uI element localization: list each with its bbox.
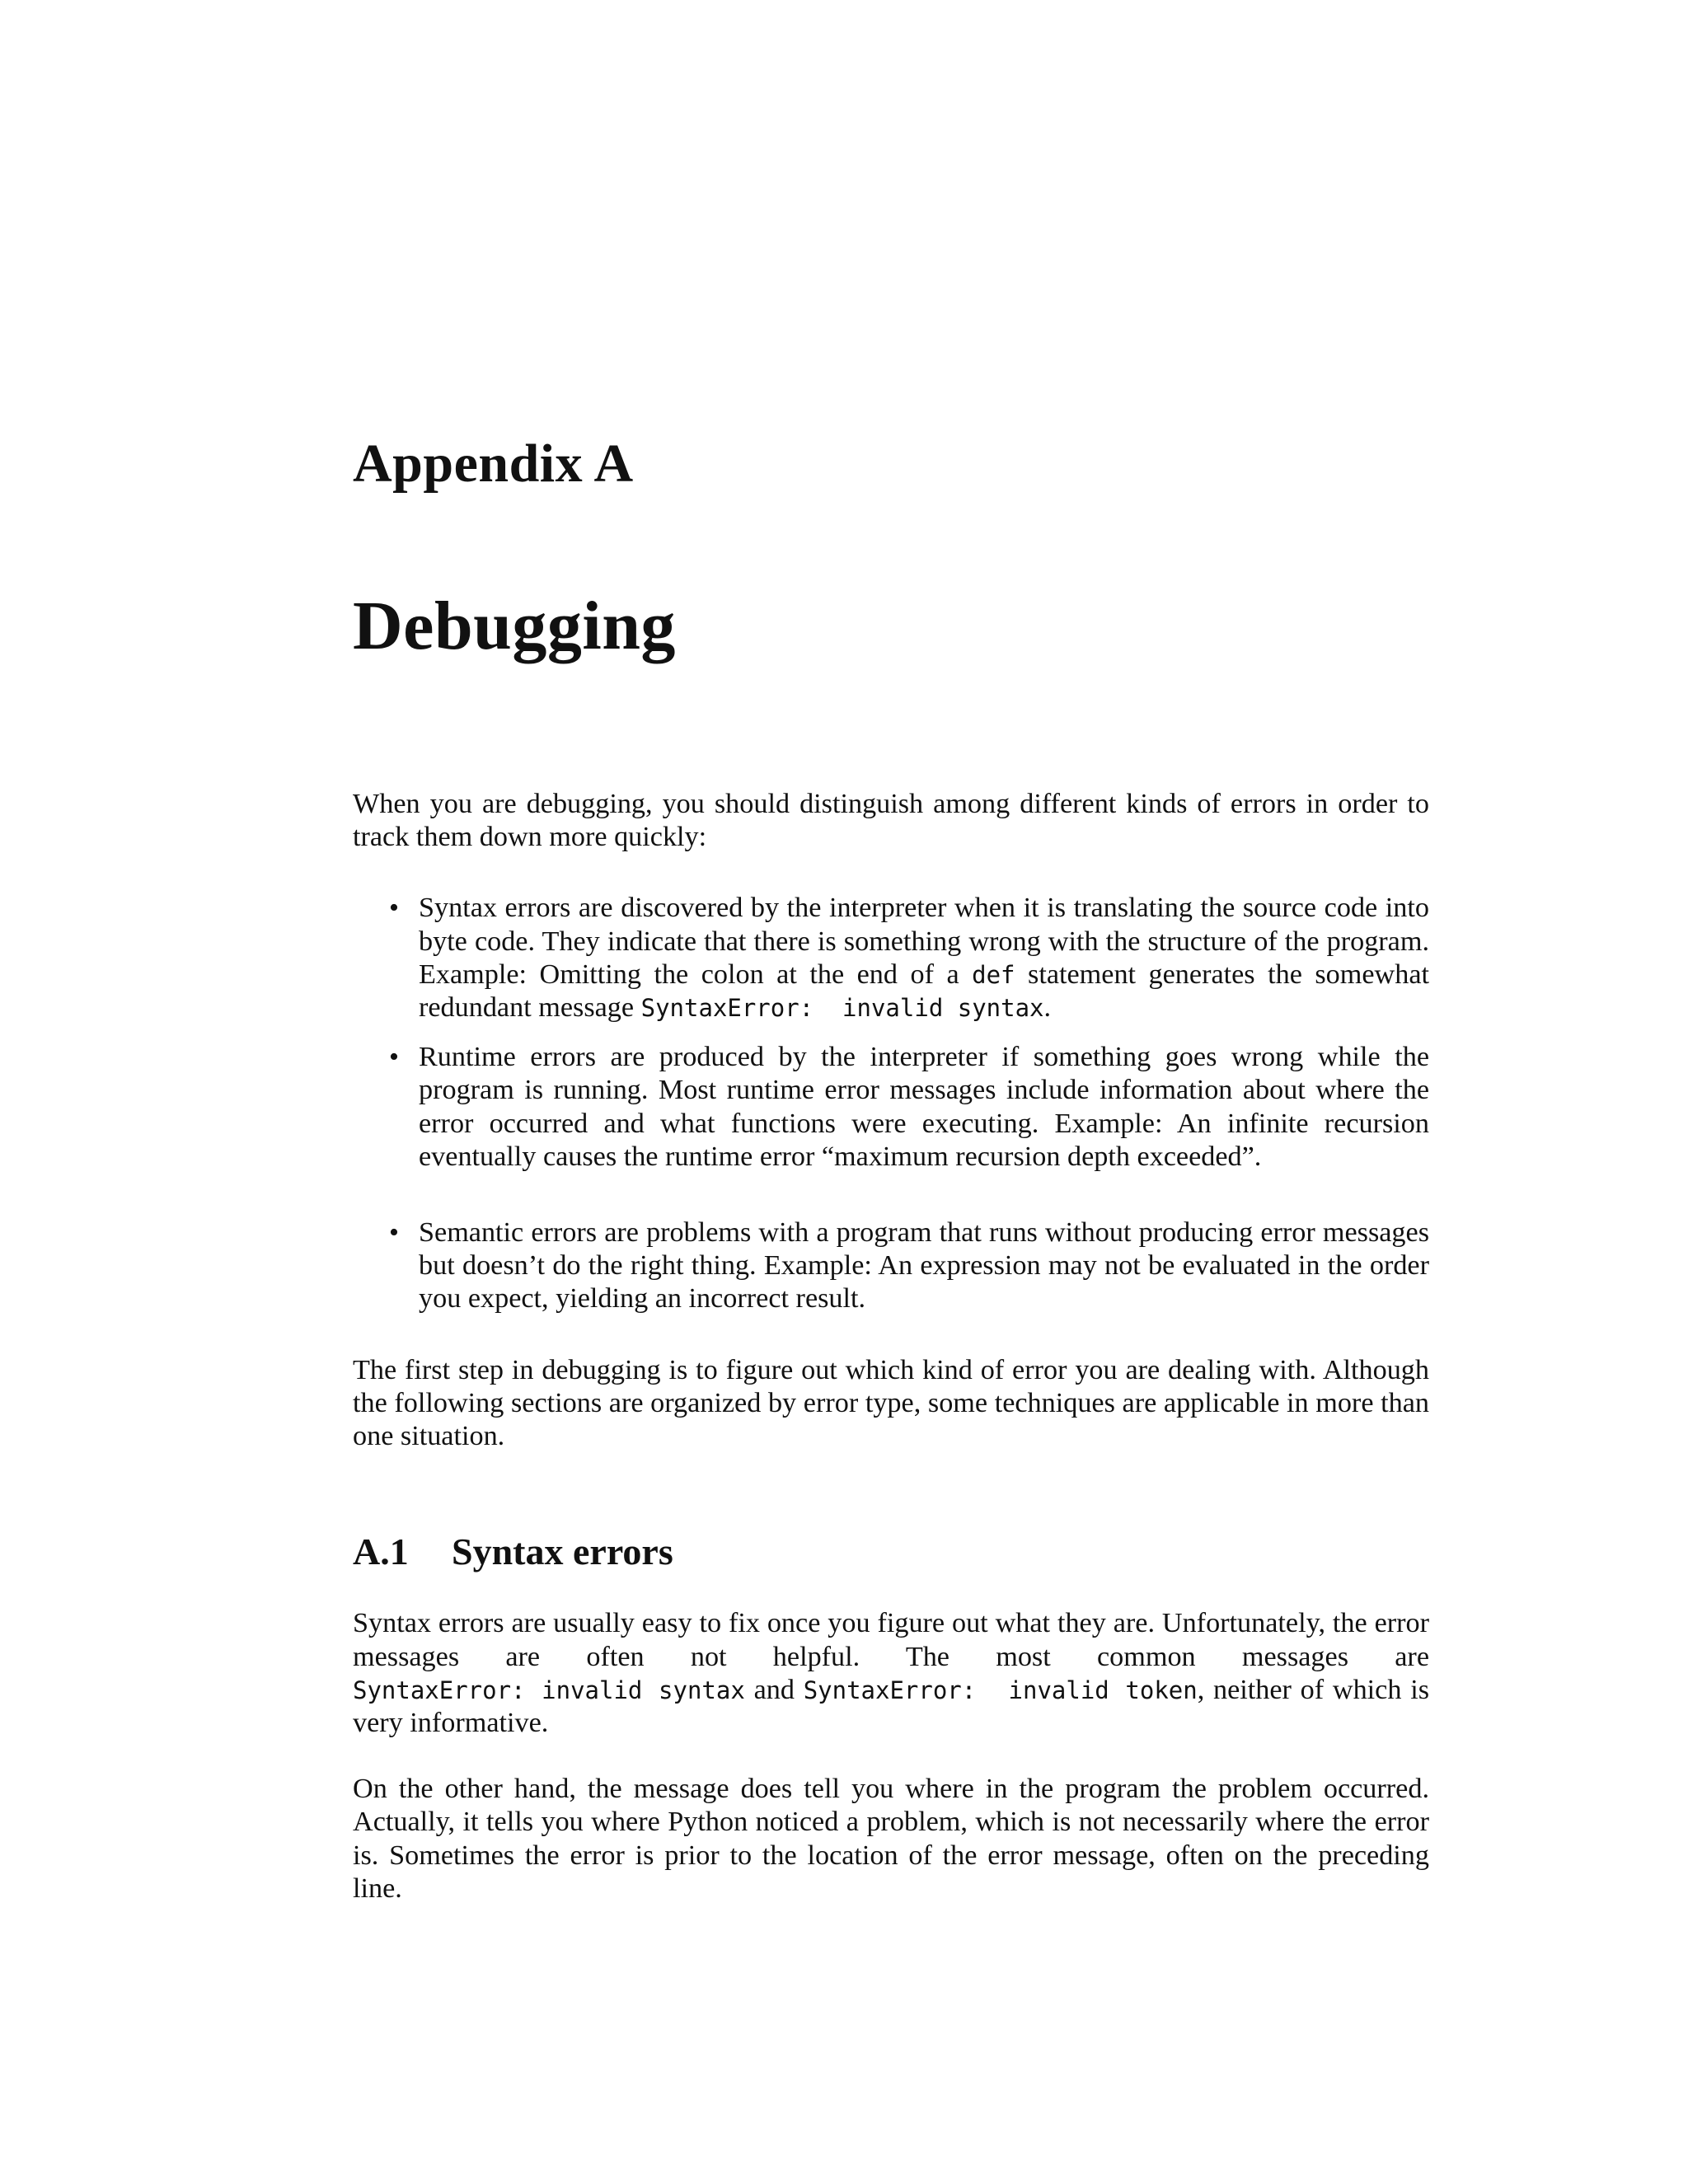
error-location-paragraph: On the other hand, the message does tell you where in the program the problem occurred. Actually, it tells you where Python noticed a problem, which is not necessarily where the error is. Sometimes the error is prior to the location of the error message, often on the preceding line. (353, 1774, 1429, 1904)
syntax-errors-paragraph (353, 1607, 1429, 1740)
section-number: A.1 (353, 1530, 409, 1573)
invalid-token-code: SyntaxError: invalid token (803, 1675, 1198, 1704)
syntax-errors-text-1: Syntax errors are discovered by the interpreter when it is translating the source code into byte code. They indicate that there is something wrong with the structure of the program. Example: Omitting the colon at the end of a (419, 893, 1429, 990)
syntax-para-text-1: Syntax errors are usually easy to fix once you figure out what they are. Unfortunately, the error messages are often not helpful. The most common messages are (353, 1608, 1429, 1672)
syntax-para-text-3: , neither of which is very informative. (353, 1674, 1429, 1739)
syntax-para-text-2: and (744, 1674, 804, 1705)
invalid-syntax-code: SyntaxError: invalid syntax (353, 1675, 745, 1704)
list-item-syntax-errors (353, 892, 1429, 1024)
error-kinds-list (353, 892, 1429, 1315)
bullet-icon: • (389, 1042, 399, 1073)
section-title: Syntax errors (452, 1530, 673, 1573)
list-item-runtime-errors (353, 1041, 1429, 1174)
runtime-errors-text: Runtime errors are produced by the interpreter if something goes wrong while the program is running. Most runtime error messages include information about where the error occurred and what functions were executing. Example: An infinite recursion eventually causes the runtime error “maximum recursion depth exceeded”. (419, 1042, 1429, 1172)
syntax-error-code: SyntaxError: invalid syntax (640, 994, 1044, 1023)
syntax-errors-text-2: statement generates the somewhat redundant message (419, 958, 1429, 1024)
chapter-title: Debugging (353, 588, 676, 664)
section-heading (353, 1529, 1429, 1574)
document-page (353, 0, 1429, 2184)
first-step-paragraph: The first step in debugging is to figure out which kind of error you are dealing with. Although the following sections are organized by error type, some techniques are applicable in more than one situation. (353, 1354, 1429, 1452)
bullet-icon: • (389, 893, 399, 924)
intro-paragraph: When you are debugging, you should distinguish among different kinds of errors in order to track them down more quickly: (353, 789, 1429, 853)
body-text (353, 788, 1429, 1905)
bullet-icon: • (389, 1217, 399, 1249)
list-item-semantic-errors (353, 1216, 1429, 1316)
syntax-errors-text-3: . (1043, 992, 1052, 1024)
semantic-errors-text: Semantic errors are problems with a program that runs without producing error messages but doesn’t do the right thing. Example: An expression may not be evaluated in the order you expect, yielding an incorrect result. (419, 1217, 1429, 1315)
def-code: def (972, 960, 1015, 989)
chapter-label: Appendix A (353, 434, 634, 494)
